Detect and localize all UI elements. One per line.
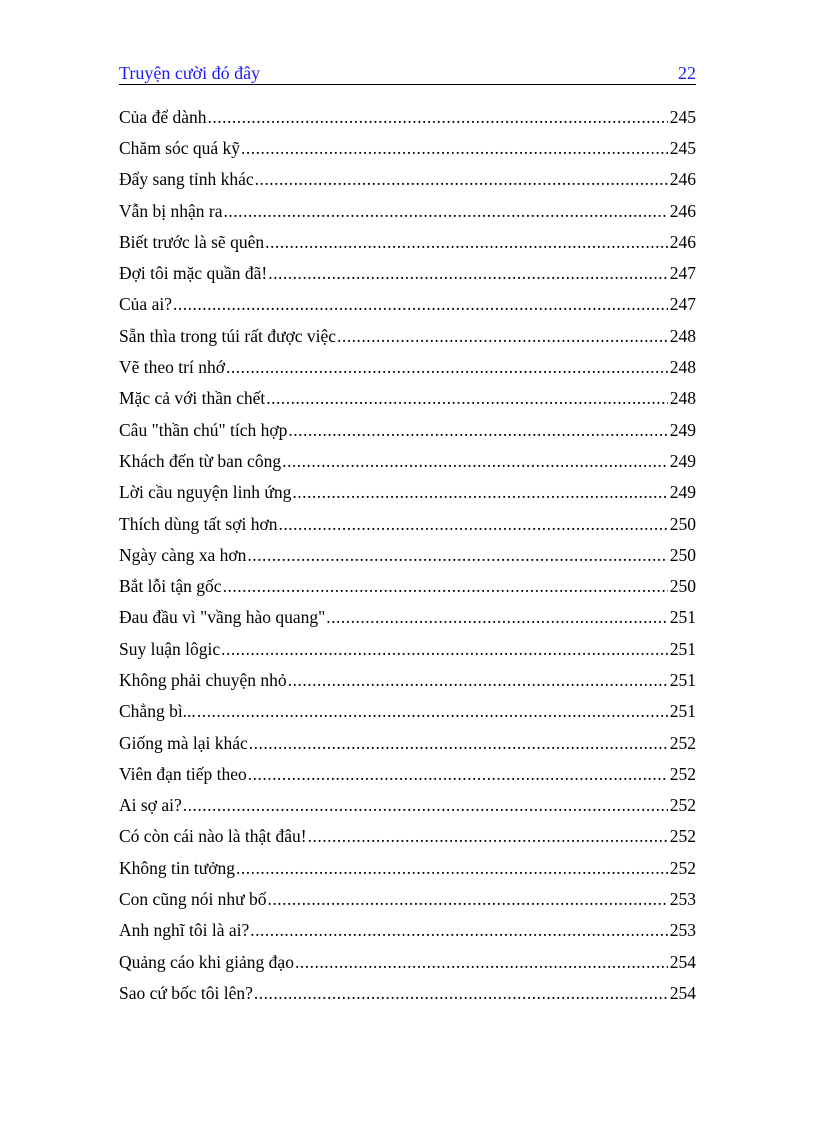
- toc-entry[interactable]: [119, 977, 696, 1008]
- toc-dot-leader: [336, 325, 668, 347]
- table-of-contents: [119, 101, 696, 1009]
- toc-entry-title: Đau đầu vì "vầng hào quang": [119, 607, 326, 628]
- toc-dot-leader: [267, 888, 668, 910]
- toc-entry[interactable]: [119, 320, 696, 351]
- toc-dot-leader: [172, 293, 668, 315]
- toc-dot-leader: [223, 200, 668, 222]
- toc-entry-title: Đợi tôi mặc quần đã!: [119, 263, 268, 284]
- toc-entry-title: Bắt lỗi tận gốc: [119, 576, 222, 597]
- toc-entry[interactable]: [119, 946, 696, 977]
- toc-entry-title: Không phải chuyện nhỏ: [119, 669, 287, 690]
- toc-entry-page: 249: [669, 419, 696, 440]
- toc-entry-title: Vẽ theo trí nhớ: [119, 357, 225, 378]
- page-number: 22: [678, 63, 696, 83]
- toc-entry-title: Viên đạn tiếp theo: [119, 763, 247, 784]
- toc-entry[interactable]: [119, 915, 696, 946]
- toc-entry-title: Của để dành: [119, 106, 207, 127]
- toc-entry-page: 250: [669, 576, 696, 597]
- toc-entry[interactable]: [119, 758, 696, 789]
- toc-entry[interactable]: [119, 414, 696, 445]
- toc-entry-page: 254: [669, 982, 696, 1003]
- toc-entry[interactable]: [119, 852, 696, 883]
- toc-entry-title: Suy luận lôgic: [119, 638, 221, 659]
- toc-dot-leader: [206, 106, 667, 128]
- toc-entry-page: 252: [669, 826, 696, 847]
- toc-entry[interactable]: [119, 351, 696, 382]
- toc-entry-page: 252: [669, 763, 696, 784]
- toc-entry-page: 248: [669, 325, 696, 346]
- toc-dot-leader: [246, 544, 667, 566]
- toc-entry-page: 246: [669, 169, 696, 190]
- toc-entry-page: 249: [669, 482, 696, 503]
- toc-entry-page: 253: [669, 920, 696, 941]
- toc-entry-title: Sao cứ bốc tôi lên?: [119, 982, 253, 1003]
- toc-entry[interactable]: [119, 821, 696, 852]
- toc-entry-page: 246: [669, 231, 696, 252]
- toc-entry-title: Đẩy sang tỉnh khác: [119, 169, 254, 190]
- toc-dot-leader: [264, 231, 668, 253]
- toc-entry-title: Thích dùng tất sợi hơn: [119, 513, 278, 534]
- page-header: [119, 60, 696, 85]
- toc-entry[interactable]: [119, 570, 696, 601]
- toc-entry-page: 252: [669, 857, 696, 878]
- toc-entry-title: Lời cầu nguyện linh ứng: [119, 482, 292, 503]
- toc-entry-title: Con cũng nói như bố: [119, 889, 267, 910]
- toc-entry[interactable]: [119, 790, 696, 821]
- toc-dot-leader: [248, 732, 668, 754]
- toc-entry-title: Có còn cái nào là thật đâu!: [119, 826, 307, 847]
- toc-dot-leader: [254, 168, 668, 190]
- toc-dot-leader: [291, 481, 667, 503]
- toc-entry-title: Ai sợ ai?: [119, 795, 182, 816]
- toc-dot-leader: [182, 794, 668, 816]
- toc-entry-page: 254: [669, 951, 696, 972]
- toc-entry[interactable]: [119, 445, 696, 476]
- toc-entry[interactable]: [119, 508, 696, 539]
- toc-dot-leader: [265, 387, 667, 409]
- toc-entry[interactable]: [119, 101, 696, 132]
- toc-entry-title: Không tin tưởng: [119, 857, 235, 878]
- toc-dot-leader: [249, 919, 667, 941]
- toc-entry[interactable]: [119, 883, 696, 914]
- toc-entry[interactable]: [119, 727, 696, 758]
- toc-dot-leader: [222, 575, 668, 597]
- toc-entry-page: 245: [669, 137, 696, 158]
- toc-dot-leader: [267, 262, 668, 284]
- toc-entry-title: Quảng cáo khi giảng đạo: [119, 951, 294, 972]
- toc-entry[interactable]: [119, 477, 696, 508]
- toc-entry[interactable]: [119, 289, 696, 320]
- toc-entry-title: Sẵn thìa trong túi rất được việc: [119, 325, 337, 346]
- toc-entry[interactable]: [119, 602, 696, 633]
- document-title: Truyện cười đó đây: [119, 63, 261, 83]
- toc-entry[interactable]: [119, 633, 696, 664]
- toc-entry-page: 251: [669, 669, 696, 690]
- toc-dot-leader: [307, 825, 668, 847]
- toc-entry[interactable]: [119, 664, 696, 695]
- toc-entry-title: Chẳng bì...: [119, 701, 196, 722]
- toc-entry[interactable]: [119, 195, 696, 226]
- toc-dot-leader: [247, 763, 668, 785]
- toc-entry-title: Của ai?: [119, 294, 172, 315]
- toc-entry-page: 253: [669, 889, 696, 910]
- toc-entry[interactable]: [119, 696, 696, 727]
- toc-entry-title: Câu "thần chú" tích hợp: [119, 419, 288, 440]
- toc-entry-page: 250: [669, 544, 696, 565]
- toc-dot-leader: [294, 951, 668, 973]
- toc-entry-page: 246: [669, 200, 696, 221]
- toc-entry-page: 245: [669, 106, 696, 127]
- toc-entry-page: 252: [669, 795, 696, 816]
- toc-entry-title: Khách đến từ ban công: [119, 450, 282, 471]
- toc-entry-page: 251: [669, 607, 696, 628]
- toc-entry-title: Anh nghĩ tôi là ai?: [119, 920, 250, 941]
- toc-entry-page: 250: [669, 513, 696, 534]
- toc-entry[interactable]: [119, 226, 696, 257]
- toc-entry-title: Chăm sóc quá kỹ: [119, 137, 241, 158]
- toc-dot-leader: [281, 450, 668, 472]
- toc-entry-title: Mặc cả với thần chết: [119, 388, 266, 409]
- toc-dot-leader: [278, 513, 668, 535]
- toc-dot-leader: [287, 419, 667, 441]
- toc-entry-page: 251: [669, 701, 696, 722]
- toc-entry[interactable]: [119, 257, 696, 288]
- toc-entry-page: 248: [669, 357, 696, 378]
- toc-dot-leader: [287, 669, 668, 691]
- toc-entry[interactable]: [119, 383, 696, 414]
- toc-entry-title: Biết trước là sẽ quên: [119, 231, 265, 252]
- toc-entry-page: 248: [669, 388, 696, 409]
- toc-dot-leader: [240, 137, 668, 159]
- toc-entry-page: 252: [669, 732, 696, 753]
- toc-dot-leader: [225, 356, 668, 378]
- toc-entry[interactable]: [119, 539, 696, 570]
- toc-dot-leader: [325, 606, 668, 628]
- toc-entry-page: 247: [669, 263, 696, 284]
- toc-entry-title: Ngày càng xa hơn: [119, 544, 247, 565]
- toc-dot-leader: [196, 700, 668, 722]
- toc-entry-title: Giống mà lại khác: [119, 732, 248, 753]
- toc-entry-page: 247: [669, 294, 696, 315]
- toc-entry[interactable]: [119, 164, 696, 195]
- toc-entry-page: 251: [669, 638, 696, 659]
- toc-entry[interactable]: [119, 132, 696, 163]
- toc-dot-leader: [253, 982, 668, 1004]
- toc-dot-leader: [235, 857, 668, 879]
- toc-dot-leader: [220, 638, 668, 660]
- toc-entry-page: 249: [669, 450, 696, 471]
- toc-entry-title: Vẫn bị nhận ra: [119, 200, 223, 221]
